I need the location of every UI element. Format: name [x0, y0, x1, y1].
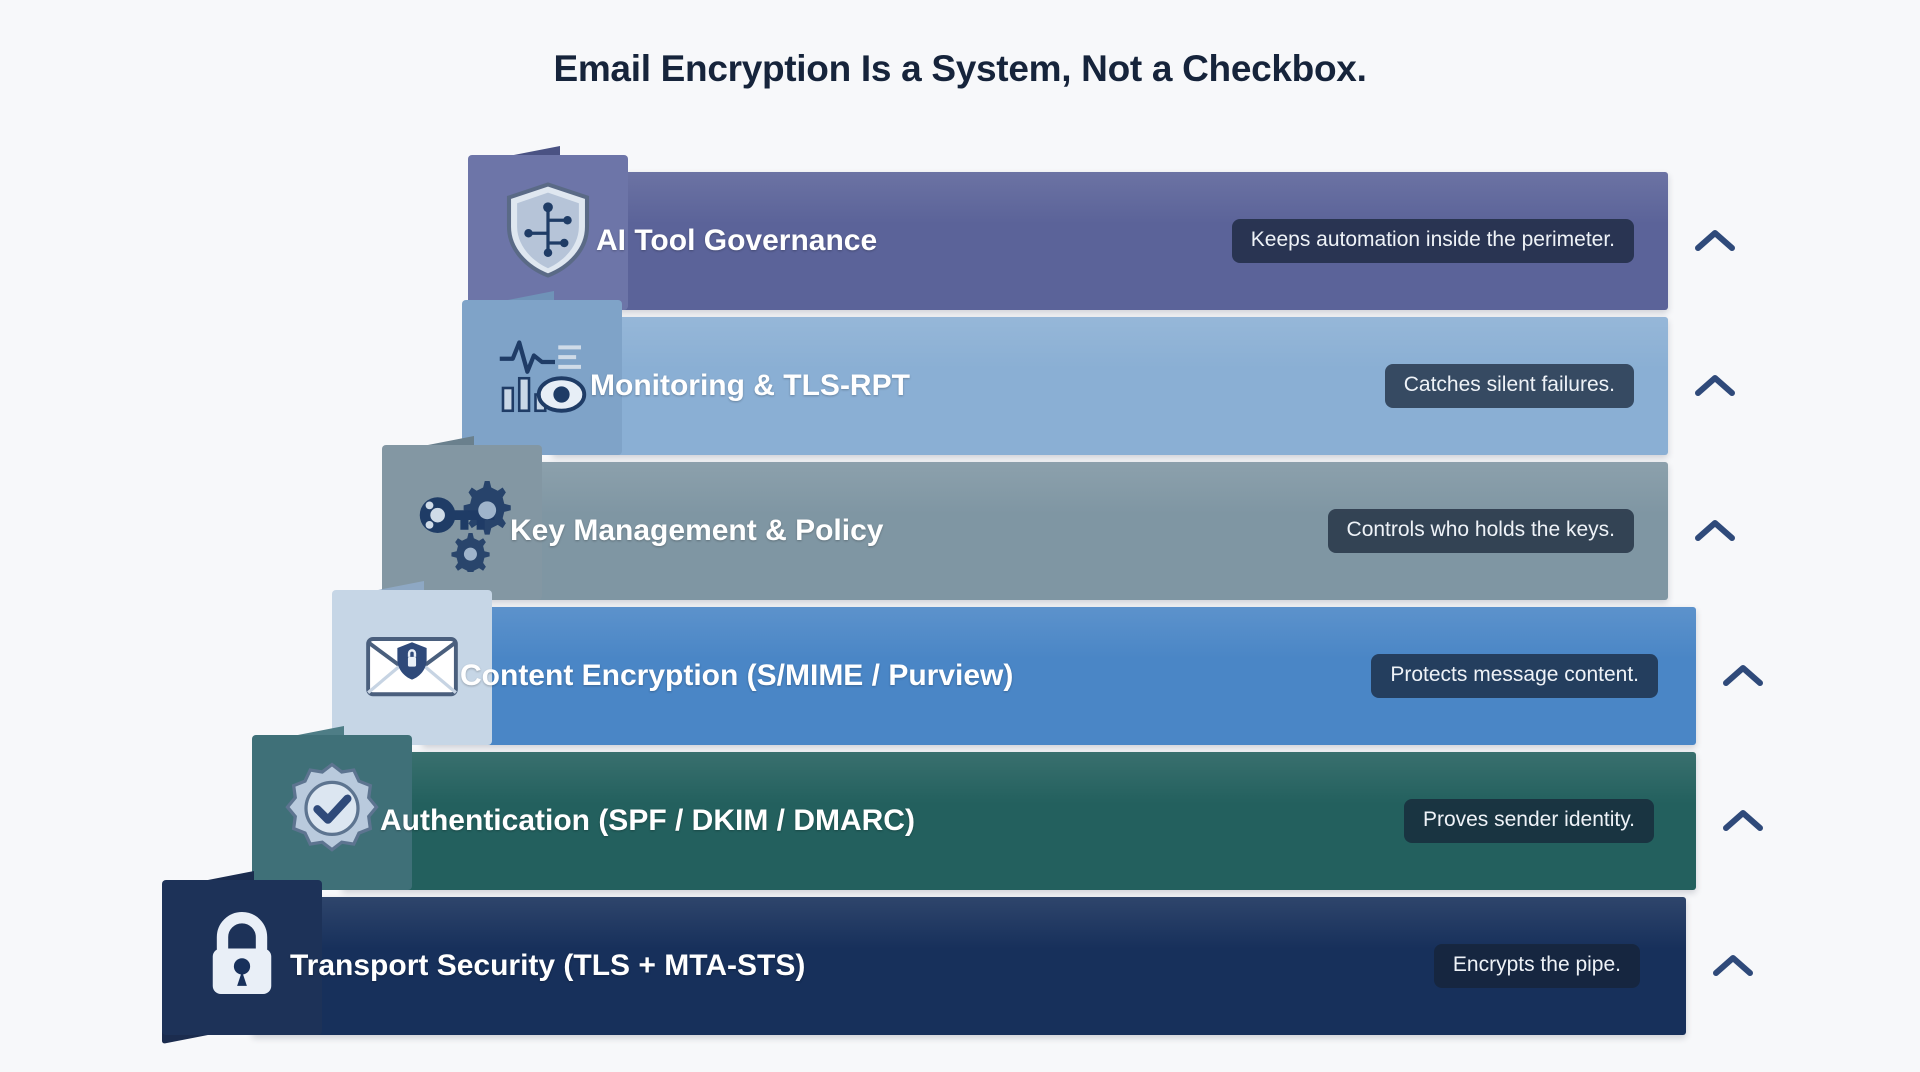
layer-title: Authentication (SPF / DKIM / DMARC) — [380, 804, 915, 837]
layer-title: AI Tool Governance — [596, 224, 878, 257]
pyramid-layer-transport-security[interactable] — [252, 897, 1686, 1035]
page-title: Email Encryption Is a System, Not a Checkbox. — [553, 48, 1367, 89]
pyramid-layer-monitoring-tls-rpt[interactable] — [552, 317, 1668, 455]
verified-check-icon — [280, 758, 384, 867]
collapse-chevron-icon[interactable] — [1706, 939, 1760, 993]
layer-note-pill: Proves sender identity. — [1404, 799, 1654, 843]
pyramid-stack — [0, 172, 1920, 1032]
collapse-chevron-icon[interactable] — [1716, 794, 1770, 848]
collapse-chevron-icon[interactable] — [1688, 214, 1742, 268]
layer-note-pill: Protects message content. — [1371, 654, 1658, 698]
circuit-shield-icon — [496, 178, 600, 287]
layer-note-pill: Encrypts the pipe. — [1434, 944, 1640, 988]
collapse-chevron-icon[interactable] — [1716, 649, 1770, 703]
layer-bar — [472, 462, 1668, 600]
layer-title: Transport Security (TLS + MTA-STS) — [290, 949, 806, 982]
padlock-icon — [190, 903, 294, 1012]
layer-title: Content Encryption (S/MIME / Purview) — [460, 659, 1014, 692]
layer-note-pill: Controls who holds the keys. — [1328, 509, 1634, 553]
collapse-chevron-icon[interactable] — [1688, 504, 1742, 558]
pyramid-layer-content-encryption[interactable] — [422, 607, 1696, 745]
layer-bar — [558, 172, 1668, 310]
layer-note-pill: Keeps automation inside the perimeter. — [1232, 219, 1634, 263]
pyramid-layer-key-management-policy[interactable] — [472, 462, 1668, 600]
analytics-eye-icon — [490, 323, 594, 432]
layer-note-pill: Catches silent failures. — [1385, 364, 1634, 408]
layer-title: Key Management & Policy — [510, 514, 884, 547]
locked-envelope-icon — [360, 613, 464, 722]
pyramid-layer-authentication[interactable] — [342, 752, 1696, 890]
collapse-chevron-icon[interactable] — [1688, 359, 1742, 413]
key-gear-icon — [410, 468, 514, 577]
layer-bar — [252, 897, 1686, 1035]
layer-bar — [552, 317, 1668, 455]
layer-title: Monitoring & TLS-RPT — [590, 369, 910, 402]
pyramid-layer-ai-tool-governance[interactable] — [558, 172, 1668, 310]
layer-bar — [342, 752, 1696, 890]
layer-bar — [422, 607, 1696, 745]
